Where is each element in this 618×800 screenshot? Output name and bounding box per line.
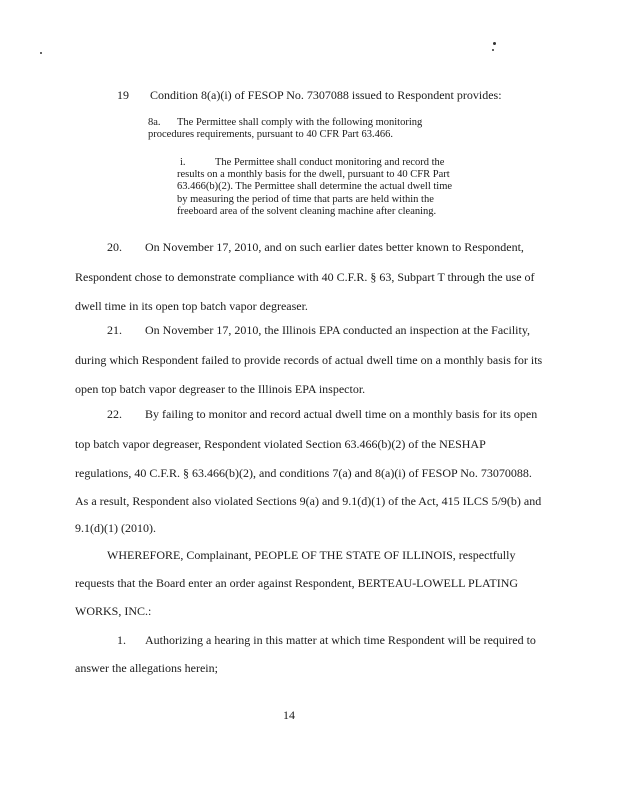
paragraph-line: requests that the Board enter an order against Respondent, BERTEAU-LOWELL PLATING — [75, 576, 519, 590]
paragraph-line: Respondent chose to demonstrate compliance with 40 C.F.R. § 63, Subpart T through the use of — [75, 270, 535, 284]
paragraph-line: WHEREFORE, Complainant, PEOPLE OF THE STATE OF ILLINOIS, respectfully — [107, 548, 516, 562]
paragraph-number: 20. — [107, 240, 122, 254]
paragraph-line: By failing to monitor and record actual dwell time on a monthly basis for its open — [145, 407, 538, 421]
item-number: 1. — [117, 633, 126, 647]
paragraph-number: 22. — [107, 407, 122, 421]
quote-label: i. — [180, 157, 186, 168]
scan-speck — [492, 49, 494, 51]
quote-label: 8a. — [148, 117, 161, 128]
paragraph-number: 21. — [107, 323, 122, 337]
scan-speck — [493, 42, 496, 45]
paragraph-line: On November 17, 2010, the Illinois EPA conducted an inspection at the Facility, — [145, 323, 531, 337]
paragraph-line: regulations, 40 C.F.R. § 63.466(b)(2), and conditions 7(a) and 8(a)(i) of FESOP No. 73070088. — [75, 466, 532, 480]
paragraph-line: dwell time in its open top batch vapor degreaser. — [75, 299, 308, 313]
paragraph-line: On November 17, 2010, and on such earlier dates better known to Respondent, — [145, 240, 524, 254]
paragraph-line: As a result, Respondent also violated Sections 9(a) and 9.1(d)(1) of the Act, 415 ILCS 5/9(b) and — [75, 494, 542, 508]
quote-line: The Permittee shall comply with the following monitoring — [177, 117, 423, 128]
page-number: 14 — [283, 708, 295, 722]
paragraph-line: top batch vapor degreaser, Respondent violated Section 63.466(b)(2) of the NESHAP — [75, 437, 486, 451]
quote-line: The Permittee shall conduct monitoring and record the — [215, 157, 445, 168]
paragraph-line: 9.1(d)(1) (2010). — [75, 521, 156, 535]
paragraph-line: during which Respondent failed to provide records of actual dwell time on a monthly basis for its — [75, 353, 543, 367]
quote-line: 63.466(b)(2). The Permittee shall determine the actual dwell time — [177, 181, 453, 192]
item-line: Authorizing a hearing in this matter at which time Respondent will be required to — [145, 633, 536, 647]
quote-line: freeboard area of the solvent cleaning machine after cleaning. — [177, 206, 437, 217]
paragraph-line: WORKS, INC.: — [75, 604, 152, 618]
paragraph-line: open top batch vapor degreaser to the Illinois EPA inspector. — [75, 382, 366, 396]
item-line: answer the allegations herein; — [75, 661, 218, 675]
quote-line: procedures requirements, pursuant to 40 CFR Part 63.466. — [148, 129, 393, 140]
quote-line: by measuring the period of time that parts are held within the — [177, 194, 434, 205]
quote-line: results on a monthly basis for the dwell, pursuant to 40 CFR Part — [177, 169, 450, 180]
paragraph-text: Condition 8(a)(i) of FESOP No. 7307088 issued to Respondent provides: — [150, 88, 502, 102]
paragraph-number: 19 — [117, 88, 129, 102]
scan-speck — [40, 52, 42, 54]
